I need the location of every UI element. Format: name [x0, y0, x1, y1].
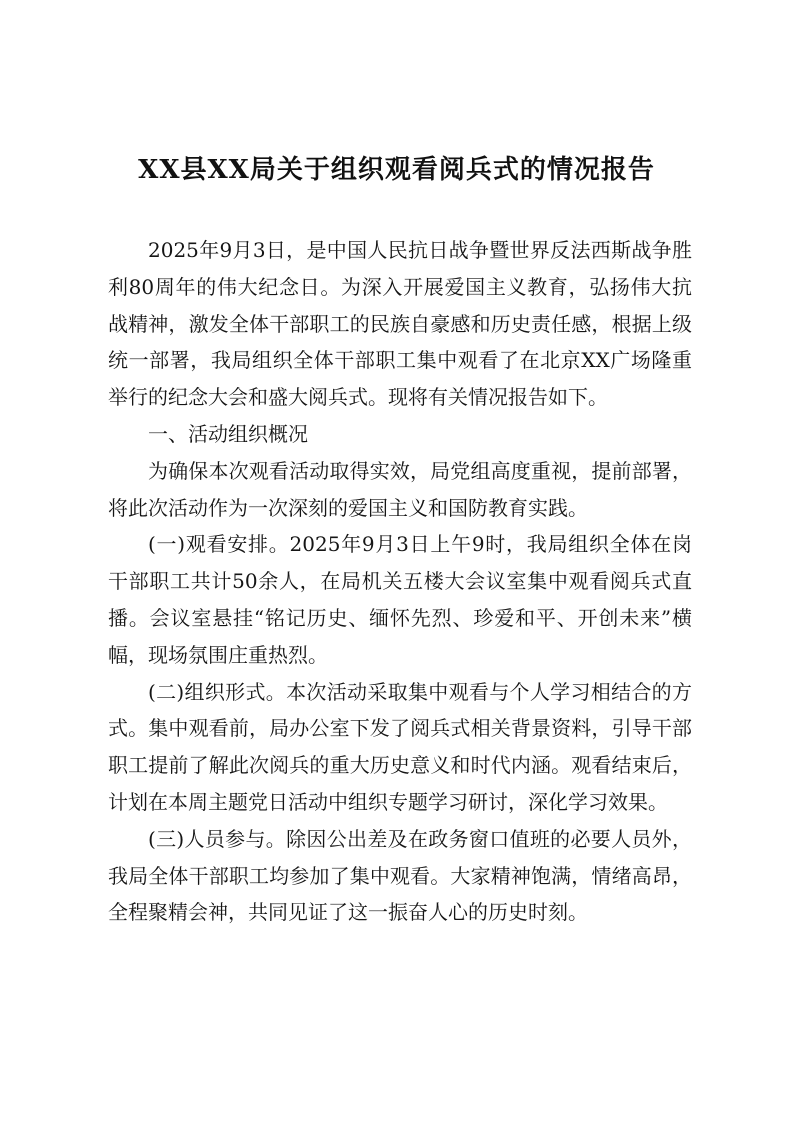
section-heading-1: 一、活动组织概况	[148, 421, 308, 446]
subsection-viewing-arrangement: (一)观看安排。2025年9月3日上午9时，我局组织全体在岗干部职工共计50余人，在局机关五楼大会议室集中观看阅兵式直播。会议室悬挂“铭记历史、缅怀先烈、珍爱和平、开创未来”横幅，现场氛围庄重热烈。	[108, 532, 692, 667]
intro-paragraph: 2025年9月3日，是中国人民抗日战争暨世界反法西斯战争胜利80周年的伟大纪念日。为深入开展爱国主义教育，弘扬伟大抗战精神，激发全体干部职工的民族自豪感和历史责任感，根据上级统一部署，我局组织全体干部职工集中观看了在北京XX广场隆重举行的纪念大会和盛大阅兵式。现将有关情况报告如下。	[108, 238, 692, 410]
document-body	[108, 232, 692, 931]
subsection-participation: (三)人员参与。除因公出差及在政务窗口值班的必要人员外，我局全体干部职工均参加了集中观看。大家精神饱满，情绪高昂，全程聚精会神，共同见证了这一振奋人心的历史时刻。	[108, 826, 692, 925]
subsection-organization-form: (二)组织形式。本次活动采取集中观看与个人学习相结合的方式。集中观看前，局办公室下发了阅兵式相关背景资料，引导干部职工提前了解此次阅兵的重大历史意义和时代内涵。观看结束后，计划在本周主题党日活动中组织专题学习研讨，深化学习效果。	[108, 679, 692, 814]
section-1-intro-paragraph: 为确保本次观看活动取得实效，局党组高度重视，提前部署，将此次活动作为一次深刻的爱国主义和国防教育实践。	[108, 458, 692, 520]
document-title: XX县XX局关于组织观看阅兵式的情况报告	[138, 155, 655, 185]
